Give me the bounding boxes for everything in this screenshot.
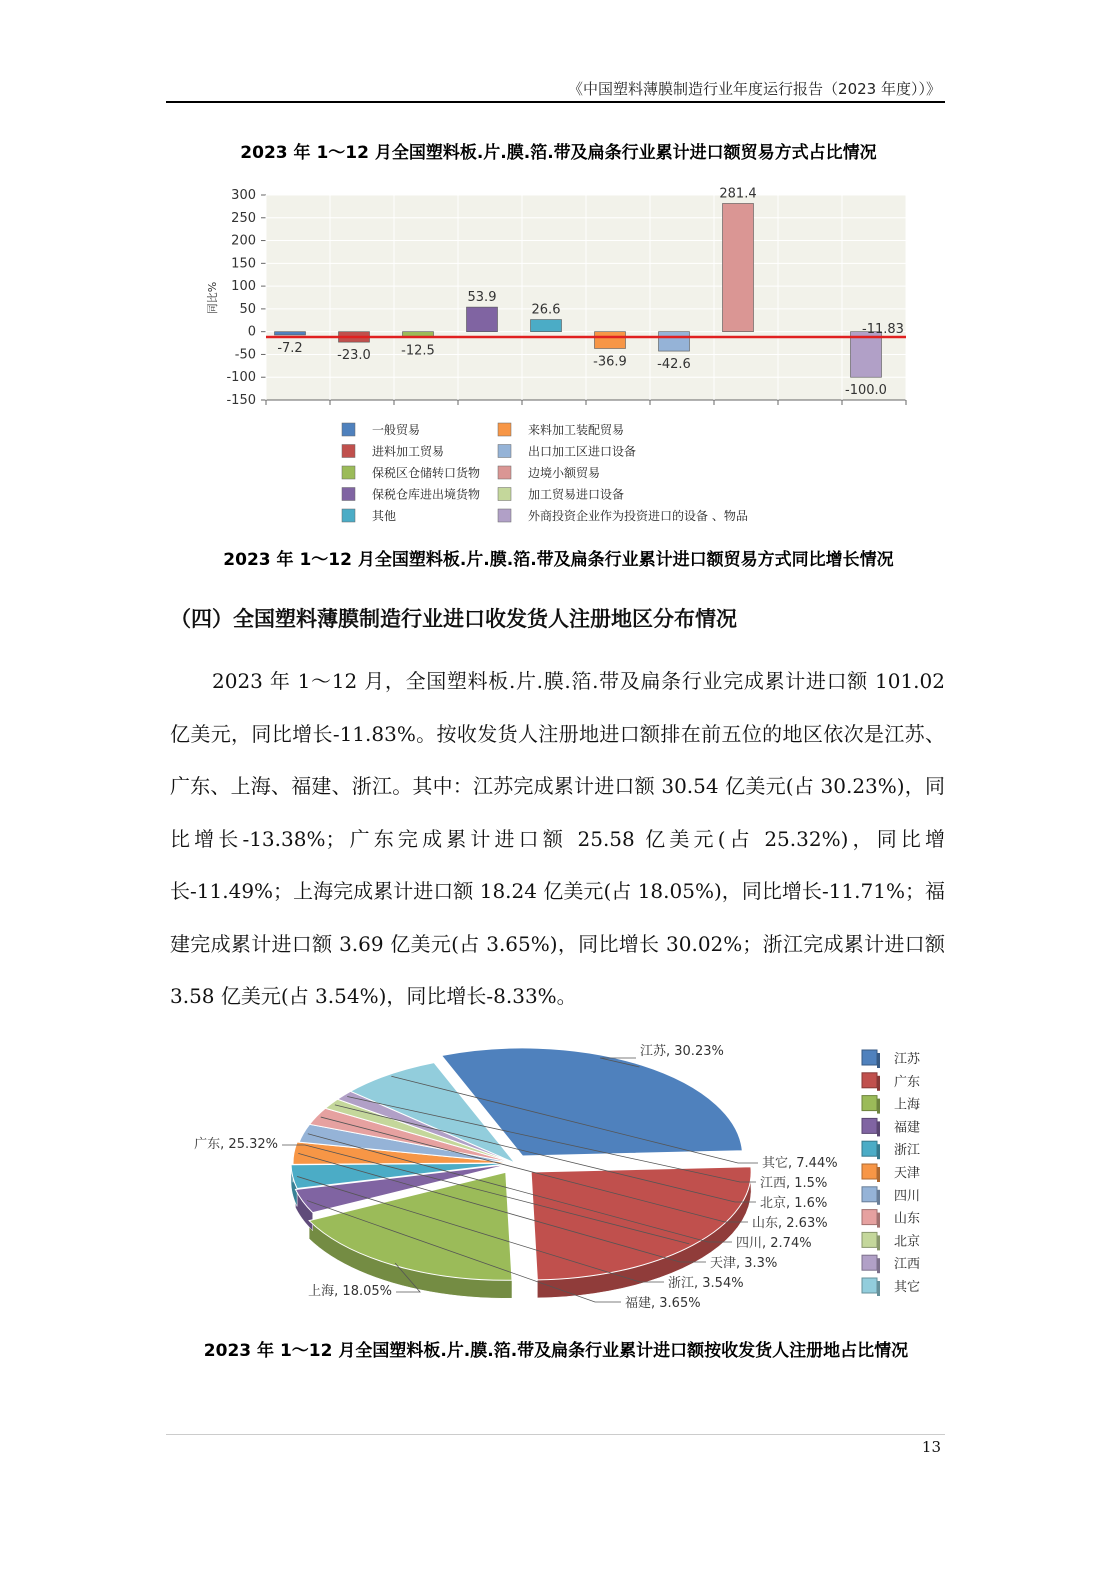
legend-swatch-side	[877, 1213, 880, 1228]
legend-swatch-side	[877, 1121, 880, 1136]
legend-label: 保税仓库进出境货物	[372, 487, 481, 502]
pie-data-label: 广东, 25.32%	[194, 1137, 278, 1152]
bar	[595, 332, 626, 349]
legend-swatch	[342, 509, 355, 522]
top-caption: 2023 年 1～12 月全国塑料板.片.膜.箔.带及扁条行业累计进口额贸易方式占比情况	[240, 143, 877, 163]
pie-data-label: 四川, 2.74%	[736, 1236, 812, 1251]
legend-label: 外商投资企业作为投资进口的设备 、物品	[528, 509, 748, 523]
pie-data-label: 其它, 7.44%	[762, 1156, 838, 1171]
legend-swatch-side	[877, 1099, 880, 1114]
legend-swatch	[862, 1141, 877, 1156]
legend-swatch	[342, 466, 355, 479]
legend-swatch-side	[877, 1190, 880, 1205]
legend-label: 保税区仓储转口货物	[372, 466, 481, 480]
pie-data-label: 江西, 1.5%	[760, 1176, 828, 1191]
legend-swatch-side	[877, 1053, 880, 1068]
bar	[659, 332, 690, 351]
bar-data-label: -23.0	[337, 348, 371, 364]
y-tick-label: 300	[231, 188, 256, 203]
page-number: 13	[921, 1438, 941, 1456]
y-tick-label: 150	[231, 256, 256, 272]
legend-label: 进料加工贸易	[372, 444, 445, 459]
legend-swatch	[342, 488, 355, 501]
paragraph-text: 2023 年 1～12 月，全国塑料板.片.膜.箔.带及扁条行业完成累计进口额 101.02 亿美元，同比增长-11.83%。按收发货人注册地进口额排在前五位的地区依次是江苏、广东、上海、福建、浙江。其中：江苏完成累计进口额 30.54 亿美元(占 30.23%)，同比增长-13.38%；广东完成累计进口额 25.58 亿美元(占 25.32%)，同比增长-11.49%；上海完成累计进口额 18.24 亿美元(占 18.05%)，同比增长-11.71%；福建完成累计进口额 3.69 亿美元(占 3.65%)，同比增长 30.02%；浙江完成累计进口额 3.58 亿美元(占 3.54%)，同比增长-8.33%。	[170, 669, 945, 1008]
legend-label: 来料加工装配贸易	[528, 423, 625, 437]
legend-label: 四川	[894, 1188, 921, 1204]
footer-rule	[166, 1434, 945, 1435]
legend-label: 出口加工区进口设备	[528, 444, 637, 459]
bar	[531, 320, 562, 332]
legend-swatch	[498, 509, 511, 522]
legend-swatch-side	[877, 1167, 880, 1182]
y-tick-label: -50	[234, 347, 256, 363]
bar	[467, 307, 498, 332]
pie-data-label: 北京, 1.6%	[760, 1196, 828, 1211]
y-axis-label: 同比%	[206, 281, 219, 315]
legend-swatch	[342, 445, 355, 458]
legend-swatch	[862, 1210, 877, 1225]
y-tick-label: 0	[247, 324, 256, 340]
bar	[723, 203, 754, 331]
pie-data-label: 山东, 2.63%	[752, 1216, 828, 1231]
legend-swatch	[498, 423, 511, 436]
legend-swatch	[498, 445, 511, 458]
legend-swatch	[862, 1164, 877, 1179]
bar-data-label: -7.2	[277, 340, 303, 356]
legend-label: 其他	[372, 509, 397, 523]
legend-label: 广东	[894, 1074, 921, 1090]
bar	[851, 332, 882, 378]
legend-label: 一般贸易	[372, 423, 421, 437]
bar-data-label: -36.9	[593, 354, 627, 370]
legend-label: 上海	[894, 1097, 921, 1113]
y-tick-label: 250	[231, 210, 256, 226]
bar-caption: 2023 年 1～12 月全国塑料板.片.膜.箔.带及扁条行业累计进口额贸易方式同比增长情况	[223, 550, 894, 570]
legend-swatch	[862, 1278, 877, 1293]
legend-swatch	[862, 1096, 877, 1111]
legend-swatch	[498, 466, 511, 479]
pie-data-label: 上海, 18.05%	[308, 1284, 392, 1299]
bar-data-label: -42.6	[657, 357, 691, 373]
legend-swatch-side	[877, 1258, 880, 1273]
legend-swatch	[862, 1118, 877, 1133]
legend-swatch-side	[877, 1235, 880, 1250]
legend-label: 江苏	[894, 1052, 921, 1067]
legend-swatch	[862, 1073, 877, 1088]
pie-caption: 2023 年 1～12 月全国塑料板.片.膜.箔.带及扁条行业累计进口额按收发货人注册地占比情况	[203, 1341, 909, 1361]
legend-swatch	[342, 423, 355, 436]
section-title: （四）全国塑料薄膜制造行业进口收发货人注册地区分布情况	[170, 607, 737, 631]
legend-label: 加工贸易进口设备	[528, 487, 625, 502]
legend-label: 福建	[894, 1120, 921, 1136]
legend-swatch	[862, 1187, 877, 1202]
legend-swatch	[862, 1050, 877, 1065]
bar-data-label: -12.5	[401, 343, 435, 359]
legend-swatch-side	[877, 1281, 880, 1296]
y-tick-label: 200	[231, 233, 256, 249]
reference-line-label: -11.83	[862, 322, 904, 338]
legend-label: 北京	[894, 1234, 921, 1250]
legend-label: 江西	[894, 1257, 921, 1273]
legend-label: 边境小额贸易	[528, 466, 601, 480]
bar	[275, 332, 306, 335]
pie-data-label: 浙江, 3.54%	[668, 1276, 744, 1291]
running-header: 《中国塑料薄膜制造行业年度运行报告（2023 年度））》	[568, 80, 941, 98]
legend-swatch	[498, 488, 511, 501]
bar-data-label: 281.4	[719, 186, 757, 202]
pie-data-label: 福建, 3.65%	[625, 1296, 701, 1311]
y-tick-label: 100	[231, 279, 256, 295]
bar-data-label: -100.0	[845, 383, 887, 399]
header-rule	[166, 101, 945, 103]
bar-data-label: 53.9	[467, 290, 497, 306]
pie-data-label: 天津, 3.3%	[710, 1256, 778, 1271]
legend-label: 山东	[894, 1211, 921, 1227]
bar-chart	[190, 180, 950, 525]
pie-data-label: 江苏, 30.23%	[640, 1044, 724, 1059]
bar-data-label: 26.6	[531, 302, 561, 318]
legend-label: 其它	[894, 1280, 921, 1295]
y-tick-label: 50	[239, 301, 256, 317]
legend-swatch	[862, 1255, 877, 1270]
body-paragraph	[170, 655, 945, 1023]
legend-swatch-side	[877, 1076, 880, 1091]
legend-label: 天津	[894, 1166, 921, 1181]
pie-chart	[170, 1030, 970, 1330]
y-tick-label: -150	[226, 393, 256, 408]
legend-swatch-side	[877, 1144, 880, 1159]
y-tick-label: -100	[226, 370, 256, 386]
legend-label: 浙江	[894, 1143, 921, 1159]
legend-swatch	[862, 1232, 877, 1247]
